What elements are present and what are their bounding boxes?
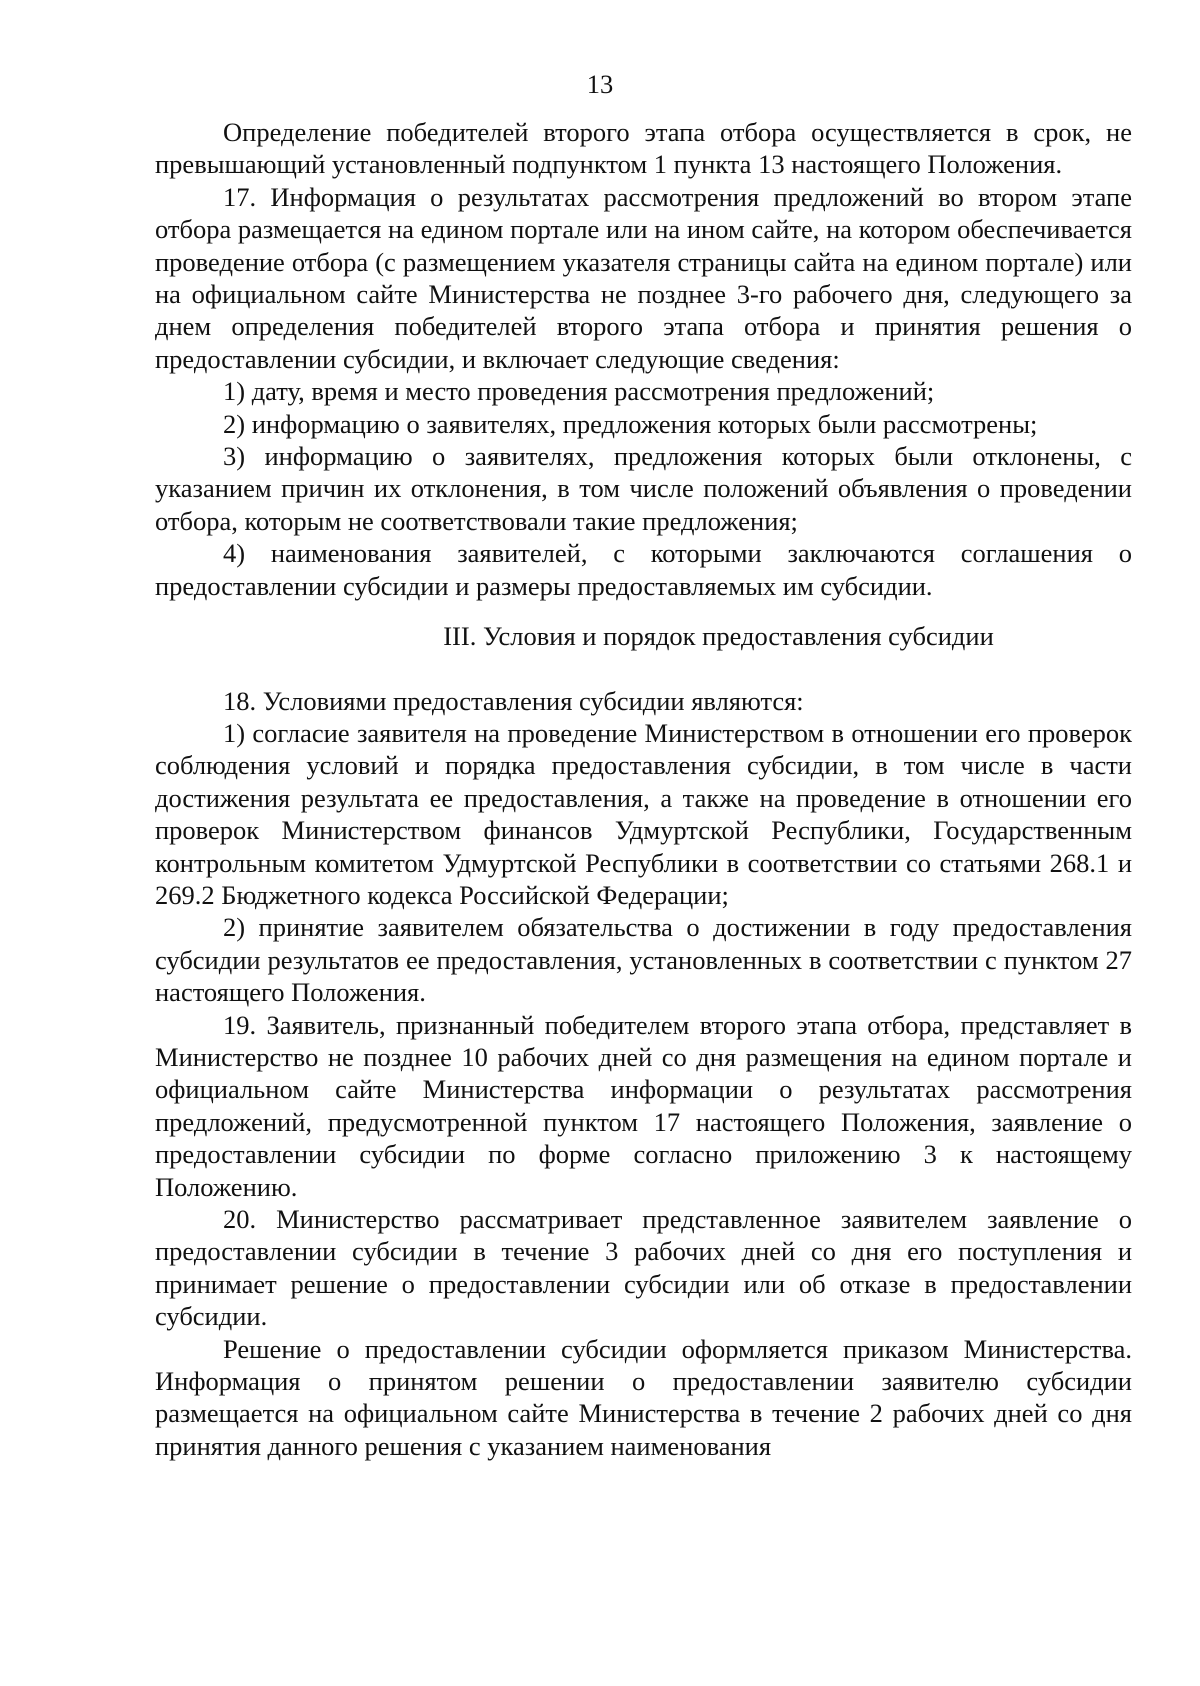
paragraph: 4) наименования заявителей, с которыми заключаются соглашения о предоставлении субсидии и размеры предоставляемых им субсидии. [155,538,1132,601]
paragraph: 20. Министерство рассматривает представленное заявителем заявление о предоставлении субсидии в течение 3 рабочих дней со дня его поступления и принимает решение о предоставлении субсидии или об отказе в предоставлении субсидии. [155,1204,1132,1332]
paragraph: 2) информацию о заявителях, предложения которых были рассмотрены; [223,408,1038,439]
page-number: 13 [586,69,614,99]
section-heading: III. Условия и порядок предоставления субсидии [443,621,994,652]
document-body [155,116,1132,1462]
paragraph: 2) принятие заявителем обязательства о достижении в году предоставления субсидии результатов ее предоставления, установленных в соответствии с пунктом 27 настоящего Положения. [155,912,1132,1008]
paragraphs-before-heading [155,116,1132,602]
paragraph: 1) дату, время и место проведения рассмотрения предложений; [223,376,935,407]
paragraph: 17. Информация о результатах рассмотрения предложений во втором этапе отбора размещается на едином портале или на ином сайте, на котором обеспечивается проведение отбора (с размещением указателя страницы сайта на едином портале) или на официальном сайте Министерства не позднее 3-го рабочего дня, следующего за днем определения победителей второго этапа отбора и принятия решения о предоставлении субсидии, и включает следующие сведения: [155,181,1132,374]
paragraph: Определение победителей второго этапа отбора осуществляется в срок, не превышающий установленный подпунктом 1 пункта 13 настоящего Положения. [155,117,1132,180]
paragraph: 3) информацию о заявителях, предложения которых были отклонены, с указанием причин их отклонения, в том числе положений объявления о проведении отбора, которым не соответствовали такие предложения; [155,441,1132,536]
paragraph: 1) согласие заявителя на проведение Министерством в отношении его проверок соблюдения условий и порядка предоставления субсидии, в том числе в части достижения результата ее предоставления, а также на проведение в отношении его проверок Министерством финансов Удмуртской Республики, Государственным контрольным комитетом Удмуртской Республики в соответствии со статьями 268.1 и 269.2 Бюджетного кодекса Российской Федерации; [155,717,1132,910]
paragraph: Решение о предоставлении субсидии оформляется приказом Министерства. Информация о принятом решении о предоставлении заявителю субсидии размещается на официальном сайте Министерства в течение 2 рабочих дней со дня принятия данного решения с указанием наименования [155,1333,1132,1461]
paragraphs-after-heading [155,685,1132,1463]
paragraph: 18. Условиями предоставления субсидии являются: [223,685,804,716]
paragraph: 19. Заявитель, признанный победителем второго этапа отбора, представляет в Министерство не позднее 10 рабочих дней со дня размещения на едином портале и официальном сайте Министерства информации о результатах рассмотрения предложений, предусмотренной пунктом 17 настоящего Положения, заявление о предоставлении субсидии по форме согласно приложению 3 к настоящему Положению. [155,1009,1132,1202]
